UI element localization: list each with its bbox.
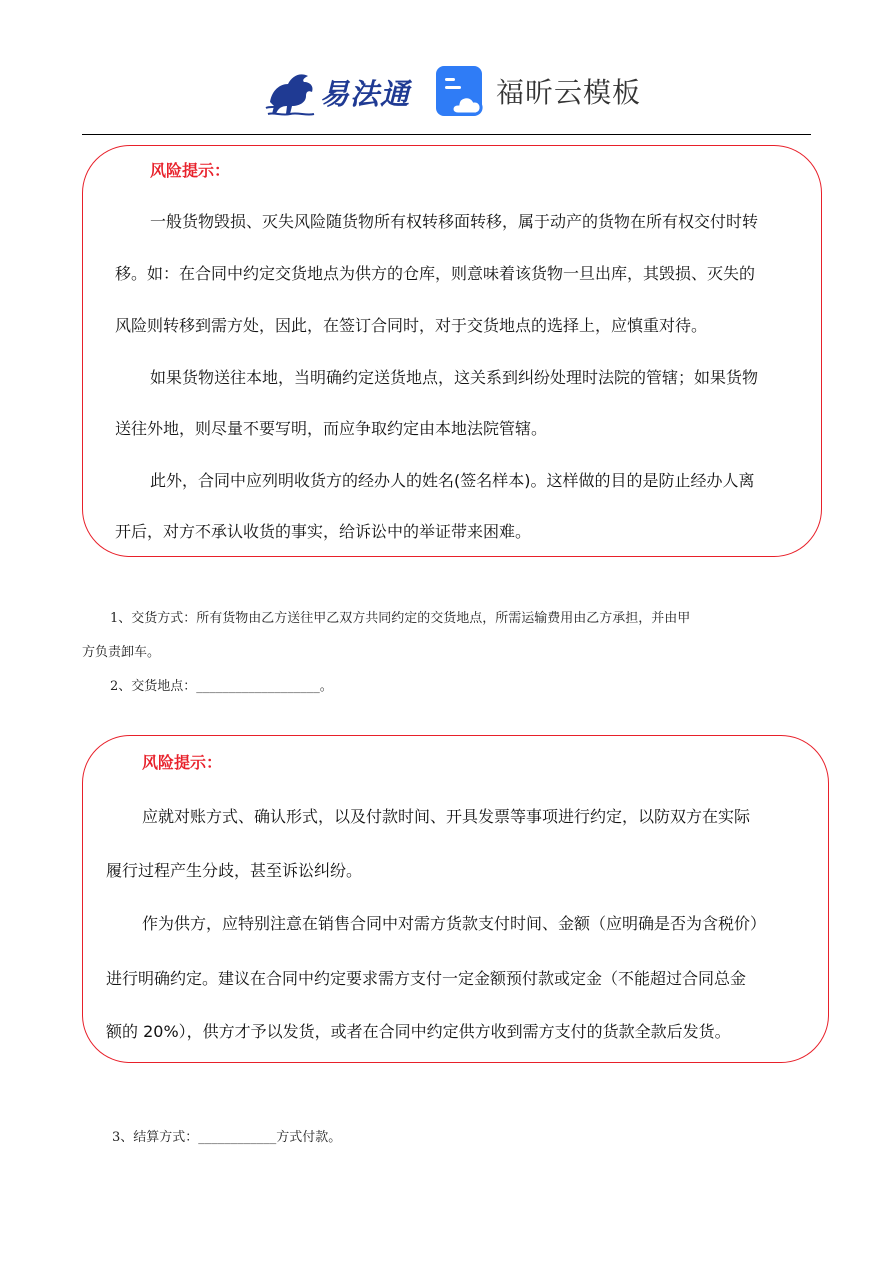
foxit-template-logo	[436, 66, 642, 118]
risk1-line: 送往外地，则尽量不要写明，而应争取约定由本地法院管辖。	[115, 419, 548, 438]
risk-notice-title-1: 风险提示：	[150, 161, 231, 180]
page-header	[0, 52, 893, 122]
risk-notice-box-2	[82, 735, 829, 1063]
risk-notice-box-1	[82, 145, 822, 557]
risk1-line: 一般货物毁损、灭失风险随货物所有权转移面转移，属于动产的货物在所有权交付时转	[150, 212, 759, 231]
yifatong-logo	[262, 62, 412, 120]
clause-delivery-method-cont: 方负责卸车。	[82, 645, 161, 660]
header-divider	[82, 134, 811, 135]
logo2-text: 福昕云模板	[496, 76, 642, 109]
risk2-line: 额的 20%），供方才予以发货，或者在合同中约定供方收到需方支付的货款全款后发货。	[106, 1022, 731, 1041]
risk1-line: 移。如：在合同中约定交货地点为供方的仓库，则意味着该货物一旦出库，其毁损、灭失的	[115, 264, 756, 283]
logo1-text: 易法通	[320, 77, 411, 111]
risk2-line: 进行明确约定。建议在合同中约定要求需方支付一定金额预付款或定金（不能超过合同总金	[106, 969, 747, 988]
risk1-line: 风险则转移到需方处，因此，在签订合同时，对于交货地点的选择上，应慎重对待。	[115, 316, 708, 335]
risk2-line: 履行过程产生分歧，甚至诉讼纠纷。	[106, 861, 363, 880]
qilin-icon	[262, 62, 320, 120]
clause-delivery-location: 2、交货地点：___________________。	[110, 679, 333, 694]
risk-notice-title-2: 风险提示：	[142, 753, 223, 772]
cloud-doc-icon	[436, 66, 486, 118]
risk2-line: 作为供方，应特别注意在销售合同中对需方货款支付时间、金额（应明确是否为含税价）	[142, 914, 767, 933]
risk1-line: 此外，合同中应列明收货方的经办人的姓名(签名样本)。这样做的目的是防止经办人离	[150, 471, 755, 490]
risk1-line: 如果货物送往本地，当明确约定送货地点，这关系到纠纷处理时法院的管辖；如果货物	[150, 368, 759, 387]
risk1-line: 开后，对方不承认收货的事实，给诉讼中的举证带来困难。	[115, 522, 532, 541]
clause-delivery-method: 1、交货方式：所有货物由乙方送往甲乙双方共同约定的交货地点，所需运输费用由乙方承担，并由甲	[110, 611, 691, 626]
risk2-line: 应就对账方式、确认形式，以及付款时间、开具发票等事项进行约定，以防双方在实际	[142, 807, 751, 826]
clause-settlement-method: 3、结算方式：____________方式付款。	[112, 1130, 342, 1145]
